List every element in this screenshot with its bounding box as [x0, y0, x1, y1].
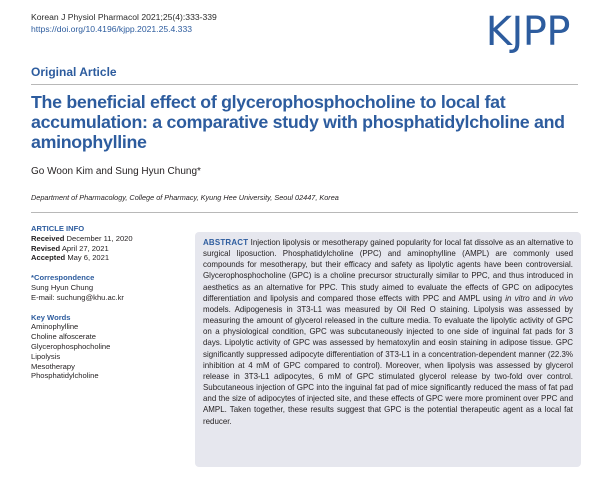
- history-date: December 11, 2020: [66, 233, 133, 243]
- article-title: The beneficial effect of glycerophosphocholine to local fat accumulation: a comparative study with phosphatidylcholine and aminophylline: [31, 92, 565, 152]
- keywords-heading: Key Words: [31, 312, 71, 322]
- abstract-text-part: and: [532, 293, 547, 303]
- divider-top: [31, 84, 578, 85]
- abstract-label: ABSTRACT: [203, 238, 249, 247]
- abstract-text-part: models. Adipogenesis in 3T3-L1 was measured by Oil Red O staining. Lipolysis was assessed by measuring the amount of glycerol released in the culture media. To evaluate the lipolytic activity of GPC on a physiological condition, GPC was subcutaneously injected to one side of inguinal fat pads for 3 days. Lipolytic activity of GPC was assessed by hematoxylin and eosin staining in adipose tissue. GPC significantly suppressed adipocyte differentiation of 3T3-L1 in a concentration-dependent manner (22.3% inhibition at 4 mM of GPC compared to control). Moreover, when lipolysis was assessed by glycerol release in 3T3-L1 adipocytes, 6 mM of GPC stimulated glycerol release by two-fold over control. Subcutaneous injection of GPC into the inguinal fat pad of mice significantly reduced the mass of fat pad and the size of adipocytes of injected site, and these effects of GPC were more prominent over PPC and AMPL. Taken together, these results suggest that GPC is the potential therapeutic agent as a local fat reducer.: [203, 304, 573, 426]
- history-label: Accepted: [31, 253, 66, 263]
- keyword-item: Mesotherapy: [31, 361, 75, 371]
- abstract-text: [203, 237, 573, 427]
- history-label: Received: [31, 233, 65, 243]
- article-info-heading: ARTICLE INFO: [31, 224, 85, 233]
- keyword-item: Phosphatidylcholine: [31, 371, 99, 381]
- correspondence-heading: *Correspondence: [31, 273, 95, 283]
- doi-link[interactable]: https://doi.org/10.4196/kjpp.2021.25.4.333: [31, 24, 193, 34]
- abstract-italic-term: in vitro: [505, 293, 530, 303]
- history-date: May 6, 2021: [67, 253, 110, 263]
- correspondence: [31, 273, 176, 302]
- journal-citation: Korean J Physiol Pharmacol 2021;25(4):333-339: [31, 12, 217, 22]
- keyword-item: Aminophylline: [31, 322, 79, 332]
- keyword-item: Choline alfoscerate: [31, 332, 97, 342]
- keywords: [31, 313, 176, 382]
- history-revised: [31, 244, 176, 254]
- article-type: Original Article: [31, 65, 117, 79]
- article-info-sidebar: [31, 224, 176, 391]
- keyword-item: Lipolysis: [31, 351, 61, 361]
- journal-logo: KJPP: [485, 9, 570, 55]
- keyword-item: Glycerophosphocholine: [31, 341, 111, 351]
- abstract-box: [195, 232, 581, 467]
- correspondence-name: Sung Hyun Chung: [31, 282, 94, 292]
- history-accepted: [31, 253, 176, 263]
- journal-citation-block: [31, 11, 217, 35]
- article-history: [31, 224, 176, 263]
- abstract-italic-term: in vivo: [549, 293, 573, 303]
- history-label: Revised: [31, 243, 61, 253]
- history-date: April 27, 2021: [61, 243, 109, 253]
- correspondence-email[interactable]: E-mail: suchung@khu.ac.kr: [31, 292, 124, 302]
- abstract-text-part: Injection lipolysis or mesotherapy gained popularity for local fat dissolve as an alternative to surgical liposuction. Phosphatidylcholine (PPC) and aminophylline (AMPL) are commonly used compounds for mesotherapy, but their efficacy and safety as lipolytic agents have been controversial. Glycerophosphocholine (GPC) is a choline precursor structurally similar to PPC, and thus introduced in aesthetics as an alternative for PPC. This study aimed to evaluate the effects of GPC on adipocytes differentiation and lipolysis and compared those effects with PPC and AMPL using: [203, 238, 573, 303]
- history-received: [31, 234, 176, 244]
- author-affiliation: Department of Pharmacology, College of Pharmacy, Kyung Hee University, Seoul 02447, Korea: [31, 193, 339, 202]
- article-authors: Go Woon Kim and Sung Hyun Chung*: [31, 166, 201, 177]
- divider-bottom: [31, 212, 578, 213]
